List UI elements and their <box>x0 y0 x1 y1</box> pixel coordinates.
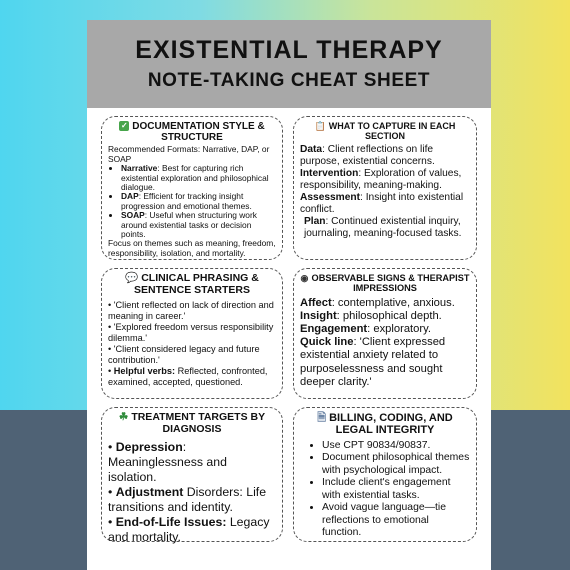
list-item: • Avoid vague language—tie reflections to emotional function. <box>322 502 470 539</box>
observable-signs-card <box>293 268 477 399</box>
treatment-item: • End-of-Life Issues: Legacy and mortality. <box>108 514 270 544</box>
item-label: Engagement <box>300 323 368 336</box>
list-item: • Use CPT 90834/90837. <box>322 440 470 452</box>
helpful-verbs: • Helpful verbs: Reflected, confronted, examined, accepted, questioned. <box>108 365 268 387</box>
item-text: : Exploration of values, responsibility, meaning-making. <box>300 168 462 192</box>
billing-list <box>300 440 470 540</box>
clover-icon: ☘ <box>118 411 129 423</box>
what-to-capture-card <box>293 116 477 260</box>
item-label: Intervention <box>300 168 359 180</box>
page-title: EXISTENTIAL THERAPY <box>135 36 443 64</box>
format-list <box>108 164 276 239</box>
item-text: : Meaninglessness and isolation. <box>108 439 227 484</box>
focus-text: Focus on themes such as meaning, freedom, responsibility, isolation, and mortality. <box>108 238 276 258</box>
card-title-text: OBSERVABLE SIGNS & THERAPIST IMPRESSIONS <box>311 273 470 294</box>
item-text: : Continued existential inquiry, journaling, meaning-focused tasks. <box>304 216 462 240</box>
capture-item <box>300 192 470 216</box>
list-item <box>121 164 276 192</box>
list-item <box>121 192 276 211</box>
item-text: : Useful when structuring work around existential tasks or decision points. <box>121 210 257 240</box>
item-label: Narrative <box>121 163 158 174</box>
clinical-phrasing-card <box>101 268 283 399</box>
list-item: • Include client's engagement with existential tasks. <box>322 477 470 502</box>
card-title <box>108 121 276 143</box>
item-label: SOAP <box>121 210 145 221</box>
card-title <box>300 412 470 437</box>
item-text: : Best for capturing rich existential exploration and philosophical dialogue. <box>121 163 269 192</box>
speech-bubble-icon: 💬 <box>125 272 139 284</box>
item-text: : Client reflections on life purpose, existential concerns. <box>300 144 435 168</box>
item-label: Affect <box>300 296 332 309</box>
phrase-item: • 'Explored freedom versus responsibility dilemma.' <box>108 321 274 343</box>
verbs-text: Reflected, confronted, examined, accepted, questioned. <box>108 365 268 387</box>
item-text: Disorders: Life transitions and identity. <box>108 484 267 514</box>
item-text: : Insight into existential conflict. <box>300 192 464 216</box>
page-subtitle: NOTE-TAKING CHEAT SHEET <box>147 70 431 91</box>
item-label: Depression <box>115 439 183 454</box>
list-item <box>121 211 276 239</box>
observable-item <box>300 310 470 323</box>
item-text: : contemplative, anxious. <box>331 296 455 309</box>
phrase-item: • 'Client reflected on lack of direction and meaning in career.' <box>108 299 274 321</box>
item-label: Plan <box>304 216 326 228</box>
observable-item <box>300 323 470 336</box>
item-label: End-of-Life Issues: <box>115 514 227 529</box>
capture-item <box>300 216 470 240</box>
card-title <box>300 273 470 294</box>
page-header <box>87 20 491 108</box>
verbs-label: Helpful verbs: <box>113 365 176 376</box>
card-title <box>300 121 470 141</box>
item-text: : Efficient for tracking insight progression and emotional themes. <box>121 191 252 211</box>
item-label: DAP <box>121 191 139 202</box>
card-title-text: WHAT TO CAPTURE IN EACH SECTION <box>328 121 456 142</box>
item-label: Quick line <box>300 336 354 349</box>
card-title <box>108 273 276 297</box>
item-text: Legacy and mortality. <box>108 514 270 544</box>
treatment-targets-card <box>101 407 283 542</box>
document-icon: 🗎 <box>317 412 327 424</box>
phrase-item: • 'Client considered legacy and future contribution.' <box>108 343 260 365</box>
observable-item <box>300 297 470 310</box>
card-title-text: CLINICAL PHRASING & SENTENCE STARTERS <box>134 272 259 296</box>
item-label: Assessment <box>300 192 361 204</box>
billing-coding-card <box>293 407 477 542</box>
item-text: : philosophical depth. <box>336 309 442 322</box>
eye-icon: ◉ <box>300 273 309 283</box>
cheat-sheet-page <box>87 20 491 570</box>
capture-item <box>300 168 470 192</box>
treatment-item: • Depression: Meaninglessness and isolation. <box>108 439 227 484</box>
formats-intro: Recommended Formats: Narrative, DAP, or SOAP <box>108 144 270 164</box>
card-title-text: DOCUMENTATION STYLE & STRUCTURE <box>132 121 265 144</box>
observable-item <box>300 336 470 389</box>
documentation-style-card <box>101 116 283 260</box>
treatment-item: • Adjustment Disorders: Life transitions and identity. <box>108 484 267 514</box>
clipboard-icon: 📋 <box>314 121 326 131</box>
check-box-icon: ✓ <box>120 121 128 130</box>
card-title-text: BILLING, CODING, AND LEGAL INTEGRITY <box>329 412 453 437</box>
item-text: : exploratory. <box>367 323 431 336</box>
item-label: Adjustment <box>115 484 184 499</box>
capture-item <box>300 144 470 168</box>
card-title <box>108 412 276 436</box>
list-item: • Document philosophical themes with psychological impact. <box>322 452 470 477</box>
card-title-text: TREATMENT TARGETS BY DIAGNOSIS <box>131 411 266 435</box>
item-label: Data <box>300 144 323 156</box>
item-text: : 'Client expressed existential anxiety related to purposelessness and sought deeper clarity.' <box>300 336 446 388</box>
item-label: Insight <box>300 309 337 322</box>
